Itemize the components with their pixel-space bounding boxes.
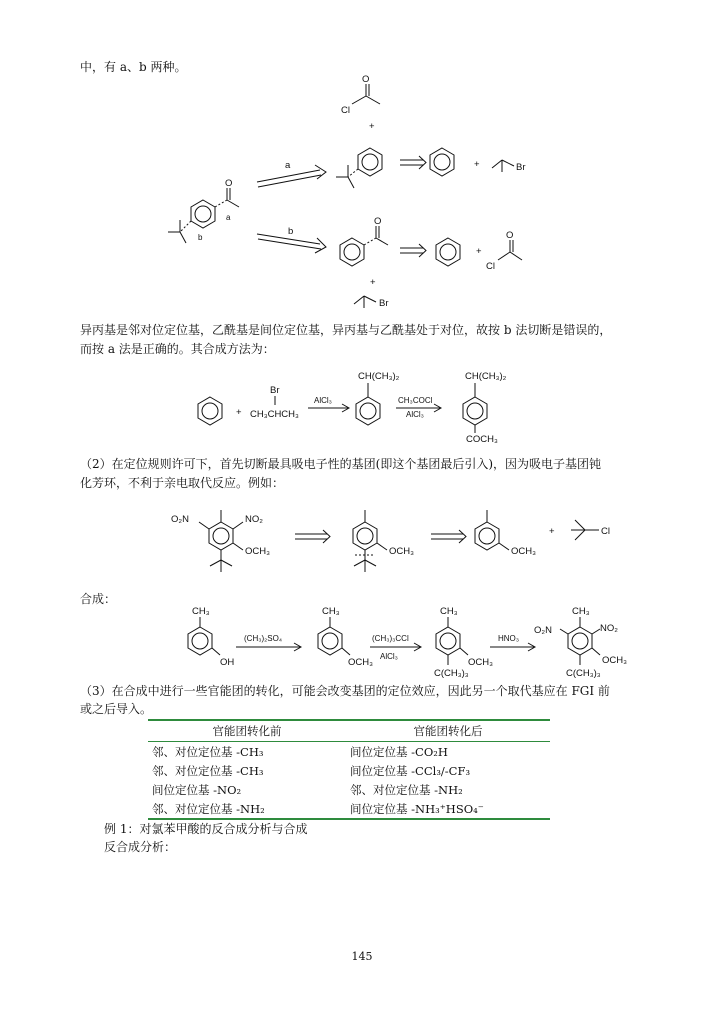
- retrosynthesis-scheme-1: [160, 72, 560, 317]
- svg-text:(CH₃)₂SO₄: (CH₃)₂SO₄: [244, 634, 283, 643]
- table-cell: 间位定位基 -NO₂: [152, 782, 242, 797]
- synthesis-label: 合成：: [80, 592, 117, 606]
- paragraph-1-line-2: 而按 a 法是正确的。其合成方法为：: [80, 342, 275, 356]
- svg-text:OCH₃: OCH₃: [389, 546, 414, 557]
- table-cell: 邻、对位定位基 -NH₂: [152, 801, 265, 816]
- paragraph-1-line-1: 异丙基是邻对位定位基，乙酰基是间位定位基，异丙基与乙酰基处于对位，故按 b 法切断是错误的，: [80, 323, 612, 337]
- svg-text:(CH₃)₃CCl: (CH₃)₃CCl: [372, 634, 409, 643]
- svg-text:CH₃: CH₃: [572, 606, 590, 617]
- page-number: 145: [351, 950, 373, 963]
- retrosynthesis-scheme-3: [165, 500, 625, 585]
- svg-text:OCH₃: OCH₃: [511, 546, 536, 557]
- table-cell: 邻、对位定位基 -CH₃: [152, 763, 264, 778]
- table-row: [148, 780, 550, 799]
- svg-text:CH₃COCl: CH₃COCl: [398, 396, 433, 405]
- paragraph-3-line-2: 或之后导入。: [80, 702, 153, 716]
- svg-text:AlCl₃: AlCl₃: [314, 396, 332, 405]
- example-title: 例 1：对氯苯甲酸的反合成分析与合成: [104, 822, 308, 836]
- svg-text:+: +: [549, 526, 555, 537]
- svg-text:+: +: [474, 159, 480, 170]
- table-cell: 邻、对位定位基 -CH₃: [152, 744, 264, 759]
- table-header: 官能团转化前: [148, 720, 346, 742]
- plus-sign: +: [369, 121, 375, 132]
- svg-text:OCH₃: OCH₃: [468, 657, 493, 668]
- svg-text:C(CH₃)₃: C(CH₃)₃: [566, 668, 601, 679]
- svg-text:AlCl₃: AlCl₃: [380, 652, 398, 661]
- table-row: [148, 761, 550, 780]
- svg-text:OH: OH: [220, 657, 235, 668]
- table-header: 官能团转化后: [346, 720, 550, 742]
- table-row: [148, 799, 550, 819]
- paragraph-3-line-1: （3）在合成中进行一些官能团的转化，可能会改变基团的定位效应，因此另一个取代基应在 FGI 前: [80, 684, 610, 698]
- svg-text:COCH₃: COCH₃: [466, 434, 498, 445]
- svg-text:O₂N: O₂N: [171, 514, 189, 525]
- bond-label-a: a: [226, 213, 231, 222]
- svg-text:+: +: [236, 407, 242, 418]
- svg-text:+: +: [370, 277, 376, 288]
- svg-text:O: O: [506, 230, 514, 241]
- table-row: [148, 742, 550, 762]
- atom-cl: Cl: [341, 105, 350, 116]
- svg-text:OCH₃: OCH₃: [348, 657, 373, 668]
- svg-text:AlCl₃: AlCl₃: [406, 410, 424, 419]
- svg-text:CH₃: CH₃: [192, 606, 210, 617]
- svg-text:C(CH₃)₃: C(CH₃)₃: [434, 668, 469, 679]
- svg-text:Cl: Cl: [486, 261, 495, 272]
- svg-text:CH₃: CH₃: [322, 606, 340, 617]
- svg-text:+: +: [476, 246, 482, 257]
- svg-text:Br: Br: [516, 162, 526, 173]
- table-cell: 间位定位基 -CO₂H: [350, 744, 448, 759]
- table-header-row: [148, 720, 550, 742]
- paragraph-2-line-2: 化芳环，不利于亲电取代反应。例如：: [80, 476, 285, 490]
- intro-line: 中，有 a、b 两种。: [80, 60, 187, 74]
- svg-text:CH(CH₃)₂: CH(CH₃)₂: [358, 371, 400, 382]
- svg-text:NO₂: NO₂: [245, 514, 263, 525]
- svg-text:CH(CH₃)₂: CH(CH₃)₂: [465, 371, 507, 382]
- bond-label-b: b: [198, 233, 203, 242]
- svg-text:HNO₃: HNO₃: [498, 634, 520, 643]
- svg-text:CH₃CHCH₃: CH₃CHCH₃: [250, 409, 299, 420]
- svg-text:Br: Br: [379, 298, 389, 309]
- table-cell: 间位定位基 -NH₃⁺HSO₄⁻: [350, 801, 484, 816]
- atom-o: O: [362, 74, 370, 85]
- synthesis-scheme-2: [190, 365, 550, 445]
- svg-text:OCH₃: OCH₃: [602, 655, 627, 666]
- svg-text:OCH₃: OCH₃: [245, 546, 270, 557]
- svg-text:Br: Br: [270, 385, 280, 396]
- retro-label: 反合成分析：: [104, 840, 177, 854]
- svg-text:NO₂: NO₂: [600, 623, 618, 634]
- table-cell: 邻、对位定位基 -NH₂: [350, 782, 463, 797]
- svg-text:O₂N: O₂N: [534, 625, 552, 636]
- route-b-label: b: [288, 226, 294, 237]
- synthesis-scheme-4: [170, 605, 640, 685]
- svg-text:Cl: Cl: [601, 526, 610, 537]
- svg-text:O: O: [225, 178, 233, 189]
- paragraph-2-line-1: （2）在定位规则许可下，首先切断最具吸电子性的基团(即这个基团最后引入)，因为吸电子基团钝: [80, 457, 602, 471]
- svg-text:CH₃: CH₃: [440, 606, 458, 617]
- table-cell: 间位定位基 -CCl₃/-CF₃: [350, 763, 471, 778]
- fgi-table: [148, 719, 550, 820]
- svg-text:O: O: [374, 216, 382, 227]
- route-a-label: a: [285, 160, 291, 171]
